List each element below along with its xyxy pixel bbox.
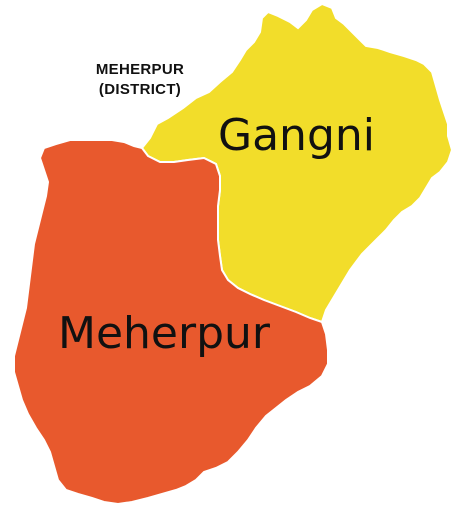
map-title-line1: MEHERPUR [95,61,185,78]
map-title [58,60,222,100]
map-title-line2: (DISTRICT) [98,81,182,98]
region-label-gangni: Gangni [218,110,375,161]
region-label-meherpur: Meherpur [58,308,270,359]
